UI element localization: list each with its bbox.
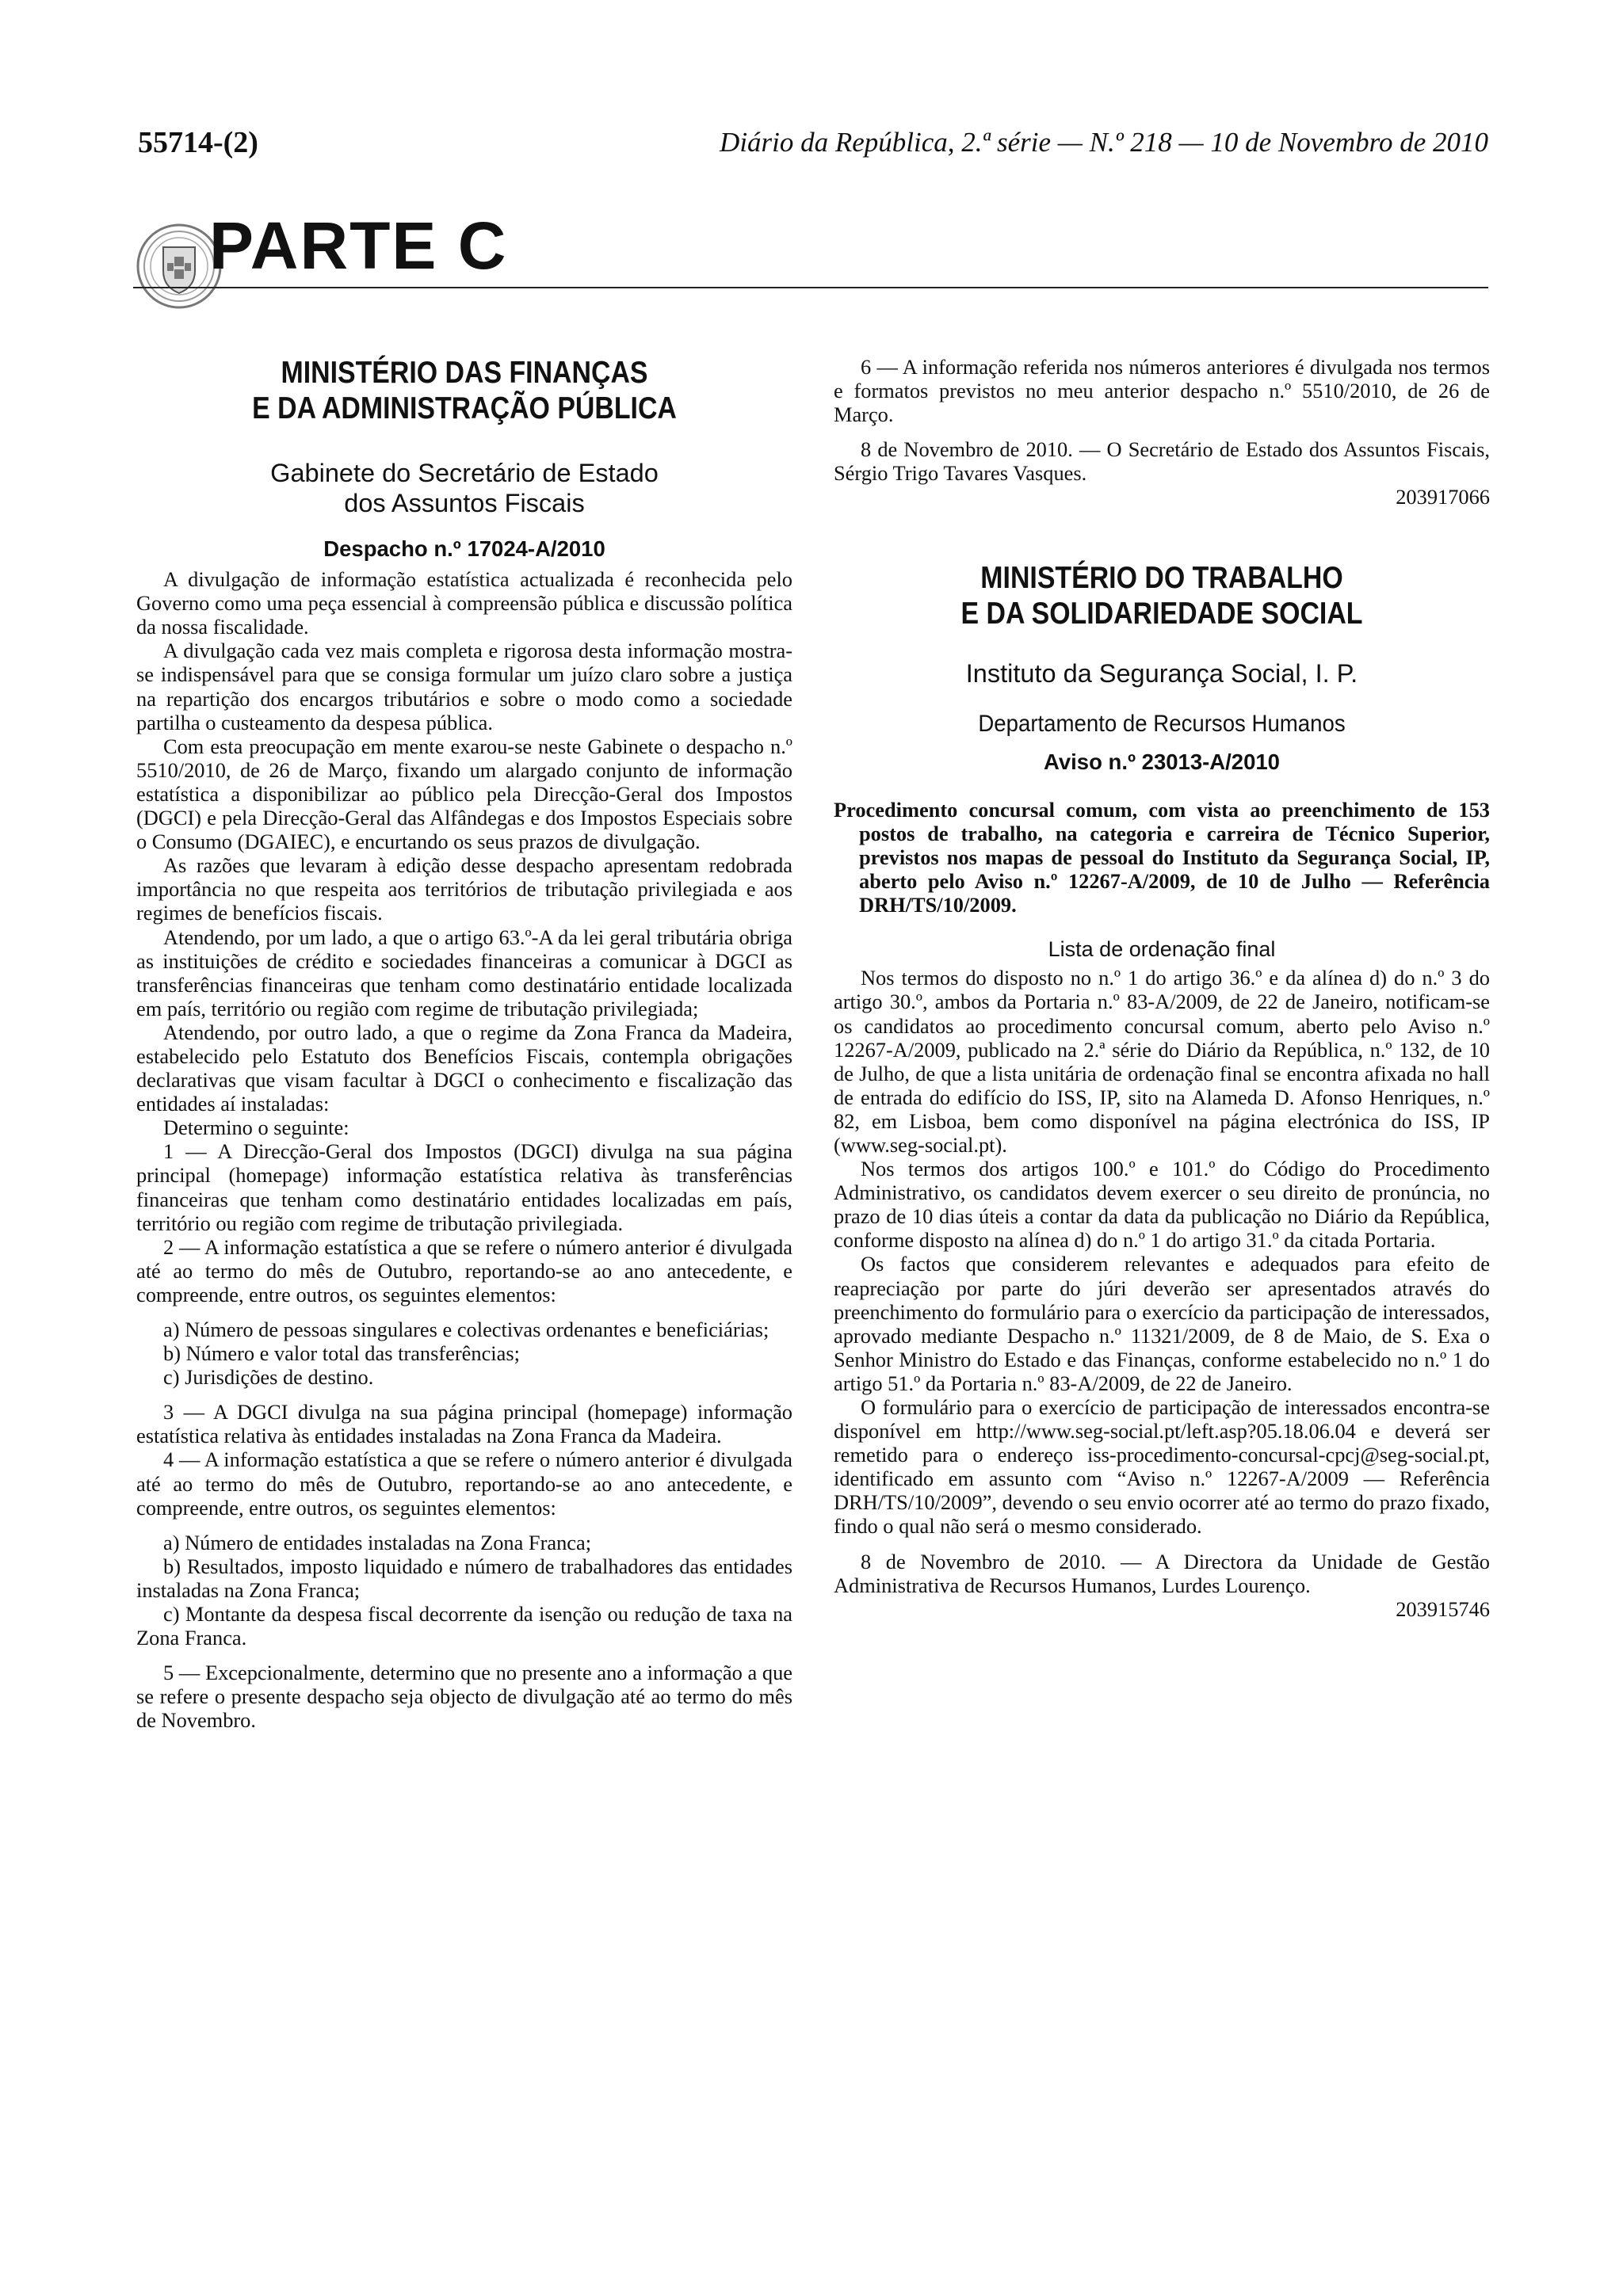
ministry-heading-line2: E DA ADMINISTRAÇÃO PÚBLICA: [252, 391, 677, 425]
paragraph: Atendendo, por um lado, a que o artigo 63.º-A da lei geral tributária obriga as instituições de crédito e sociedades financeiras a comunicar à DGCI as transferências financeiras que tenham como destinatário entidade localizada em país, território ou região com regime de tributação privilegiada;: [136, 925, 792, 1020]
list-item: c) Jurisdições de destino.: [163, 1365, 374, 1390]
paragraph: Determino o seguinte:: [163, 1116, 349, 1140]
list-item: a) Número de pessoas singulares e colectivas ordenantes e beneficiárias;: [163, 1318, 769, 1341]
paragraph: 3 — A DGCI divulga na sua página principal (homepage) informação estatística relativa às entidades instaladas na Zona Franca da Madeira.: [136, 1400, 792, 1448]
paragraph: Nos termos dos artigos 100.º e 101.º do Código do Procedimento Administrativo, os candidatos devem exercer o seu direito de pronúncia, no prazo de 10 dias úteis a contar da data da publicação no Diário da República, conforme disposto na alínea d) do n.º 1 do artigo 31.º da citada Portaria.: [834, 1157, 1490, 1253]
paragraph: As razões que levaram à edição desse despacho apresentam redobrada importância no que respeita aos territórios de tributação privilegiada e aos regimes de benefícios fiscais.: [136, 853, 792, 925]
paragraph: O formulário para o exercício de participação de interessados encontra-se disponível em http://www.seg-social.pt/left.asp?05.18.06.04 e deverá ser remetido para o endereço iss-procedimento-concursal-cpcj@seg-social.pt, identificado em assunto com “Aviso n.º 12267-A/2009 — Referência DRH/TS/10/2009”, devendo o seu envio ocorrer até ao termo do prazo fixado, findo o qual não será o mesmo considerado.: [834, 1395, 1490, 1539]
list-item: b) Número e valor total das transferências;: [163, 1341, 520, 1366]
org-heading-line2: dos Assuntos Fiscais: [344, 489, 585, 517]
department-heading: Departamento de Recursos Humanos: [978, 710, 1346, 737]
paragraph: 5 — Excepcionalmente, determino que no presente ano a informação a que se refere o presente despacho seja objecto de divulgação até ao termo do mês de Novembro.: [136, 1661, 792, 1733]
paragraph: Nos termos do disposto no n.º 1 do artigo 36.º e da alínea d) do n.º 3 do artigo 30.º, ambos da Portaria n.º 83-A/2009, de 22 de Janeiro, notificam-se os candidatos ao procedimento concursal comum, aberto pelo Aviso n.º 12267-A/2009, publicado na 2.ª série do Diário da República, n.º 132, de 10 de Julho, de que a lista unitária de ordenação final se encontra afixada no hall de entrada do edifício do ISS, IP, sito na Alameda D. Afonso Henriques, n.º 82, em Lisboa, bem como disponível na página electrónica do ISS, IP (www.seg-social.pt).: [834, 966, 1490, 1157]
paragraph: 4 — A informação estatística a que se refere o número anterior é divulgada até ao termo do mês de Outubro, reportando-se ao ano antecedente, e compreende, entre outros, os seguintes elementos:: [136, 1447, 792, 1520]
ministry-heading-line1: MINISTÉRIO DO TRABALHO: [980, 560, 1343, 595]
subheading: Lista de ordenação final: [1048, 937, 1276, 962]
list-item: b) Resultados, imposto liquidado e número de trabalhadores das entidades instaladas na Zona Franca;: [136, 1554, 792, 1602]
left-column: [136, 355, 792, 1733]
list-item: c) Montante da despesa fiscal decorrente da isenção ou redução de taxa na Zona Franca.: [136, 1602, 792, 1650]
document-title: Despacho n.º 17024-A/2010: [323, 536, 605, 561]
paragraph: A divulgação de informação estatística actualizada é reconhecida pelo Governo como uma peça essencial à compreensão pública e discussão política da nossa fiscalidade.: [136, 567, 792, 639]
paragraph: Os factos que considerem relevantes e adequados para efeito de reapreciação por parte do júri deverão ser apresentados através do preenchimento do formulário para o exercício da participação de interessados, aprovado mediante Despacho n.º 11321/2009, de 8 de Maio, de S. Exa o Senhor Ministro do Estado e das Finanças, conforme estabelecido no n.º 1 do artigo 51.º da Portaria n.º 83-A/2009, de 22 de Janeiro.: [834, 1252, 1490, 1395]
journal-title: Diário da República, 2.ª série — N.º 218 — 10 de Novembro de 2010: [720, 127, 1488, 158]
paragraph: 6 — A informação referida nos números anteriores é divulgada nos termos e formatos previstos no meu anterior despacho n.º 5510/2010, de 26 de Março.: [834, 355, 1490, 427]
header-rule: [133, 287, 1488, 288]
paragraph: 1 — A Direcção-Geral dos Impostos (DGCI) divulga na sua página principal (homepage) informação estatística relativa às transferências financeiras que tenham como destinatário entidades localizadas em país, território ou região com regime de tributação privilegiada.: [136, 1139, 792, 1235]
paragraph: Atendendo, por outro lado, a que o regime da Zona Franca da Madeira, estabelecido pelo Estatuto dos Benefícios Fiscais, contempla obrigações declarativas que visam facultar à DGCI o conhecimento e fiscalização das entidades aí instaladas:: [136, 1020, 792, 1116]
page-number: 55714-(2): [138, 126, 258, 159]
org-heading-line1: Gabinete do Secretário de Estado: [270, 459, 659, 487]
summary: Procedimento concursal comum, com vista ao preenchimento de 153 postos de trabalho, na categoria e carreira de Técnico Superior, previstos nos mapas de pessoal do Instituto da Segurança Social, IP, aberto pelo Aviso n.º 12267-A/2009, de 10 de Julho — Referência DRH/TS/10/2009.: [834, 797, 1490, 917]
ministry-heading-line1: MINISTÉRIO DAS FINANÇAS: [281, 356, 648, 390]
reference-number: 203917066: [1396, 485, 1490, 509]
paragraph: 2 — A informação estatística a que se refere o número anterior é divulgada até ao termo do mês de Outubro, reportando-se ao ano antecedente, e compreende, entre outros, os seguintes elementos:: [136, 1234, 792, 1306]
ministry-heading-line2: E DA SOLIDARIEDADE SOCIAL: [960, 596, 1363, 631]
org-heading: Instituto da Segurança Social, I. P.: [965, 658, 1358, 688]
signature: 8 de Novembro de 2010. — A Directora da Unidade de Gestão Administrativa de Recursos Humanos, Lurdes Lourenço.: [834, 1549, 1490, 1597]
reference-number: 203915746: [1396, 1596, 1490, 1621]
paragraph: A divulgação cada vez mais completa e rigorosa desta informação mostra-se indispensável para que se consiga formular um juízo claro sobre a justiça na repartição dos encargos tributários e sobre o modo como a sociedade partilha o custeamento da despesa pública.: [136, 639, 792, 734]
right-column: [834, 355, 1490, 1621]
list-item: a) Número de entidades instaladas na Zona Franca;: [163, 1530, 592, 1554]
part-title: PARTE C: [209, 208, 508, 283]
paragraph: Com esta preocupação em mente exarou-se neste Gabinete o despacho n.º 5510/2010, de 26 de Março, fixando um alargado conjunto de informação estatística a disponibilizar ao público pela Direcção-Geral dos Impostos (DGCI) e pela Direcção-Geral das Alfândegas e dos Impostos Especiais sobre o Consumo (DGAIEC), e encurtando os seus prazos de divulgação.: [136, 734, 792, 854]
document-title: Aviso n.º 23013-A/2010: [1044, 749, 1280, 774]
signature: 8 de Novembro de 2010. — O Secretário de Estado dos Assuntos Fiscais, Sérgio Trigo Tavares Vasques.: [834, 437, 1490, 486]
